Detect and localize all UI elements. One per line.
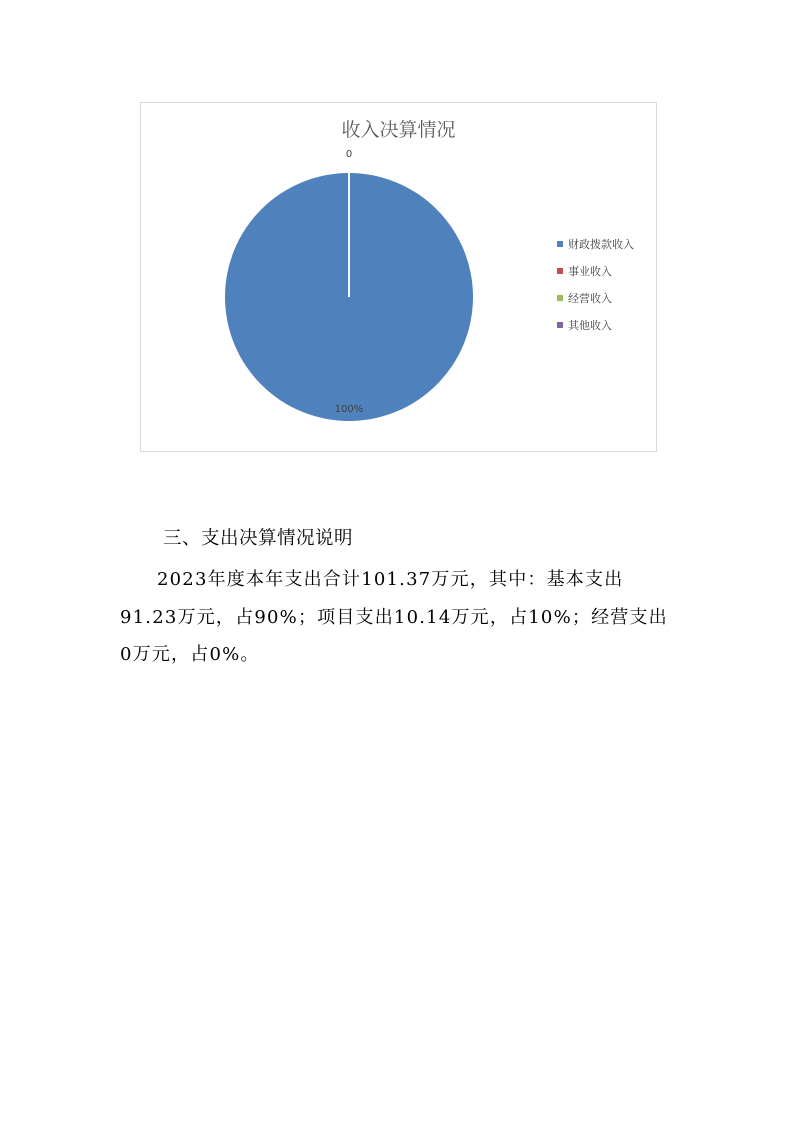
legend-label: 财政拨款收入 bbox=[568, 237, 634, 251]
section-paragraph: 2023年度本年支出合计101.37万元，其中：基本支出91.23万元，占90%；项目支出10.14万元，占10%；经营支出0万元，占0%。 bbox=[120, 569, 668, 665]
data-label-zero: 0 bbox=[345, 149, 353, 160]
legend-swatch bbox=[557, 295, 563, 301]
section-heading: 三、支出决算情况说明 bbox=[163, 528, 354, 549]
legend-item bbox=[557, 284, 634, 311]
legend-label: 经营收入 bbox=[568, 291, 612, 305]
legend-label: 事业收入 bbox=[568, 264, 612, 278]
legend-swatch bbox=[557, 241, 563, 247]
legend-swatch bbox=[557, 268, 563, 274]
chart-title: 收入决算情况 bbox=[341, 119, 456, 141]
legend-item bbox=[557, 311, 634, 338]
legend-item bbox=[557, 257, 634, 284]
chart-container bbox=[140, 102, 657, 452]
data-label-main: 100% bbox=[334, 404, 364, 415]
legend-item bbox=[557, 230, 634, 257]
legend-label: 其他收入 bbox=[568, 318, 612, 332]
legend-swatch bbox=[557, 322, 563, 328]
chart-legend bbox=[557, 230, 634, 338]
